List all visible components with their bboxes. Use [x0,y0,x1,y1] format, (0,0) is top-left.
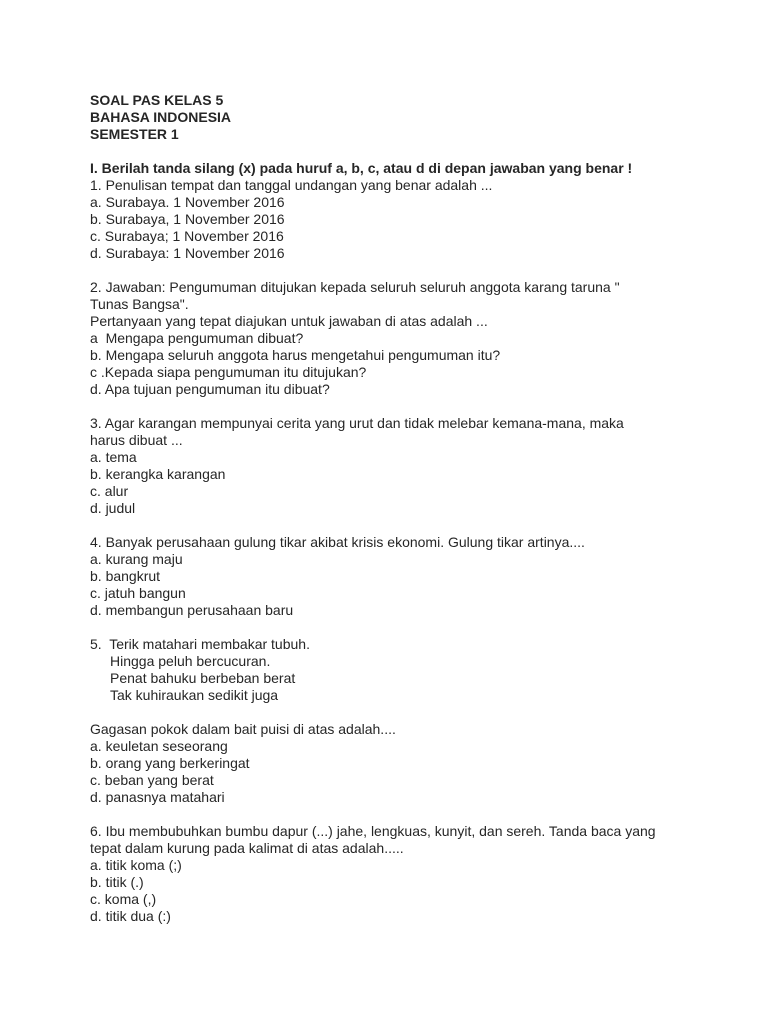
option-a: a. kurang maju [90,551,183,567]
header-subject-line: BAHASA INDONESIA [90,109,232,125]
question-text-continued: harus dibuat ... [90,432,183,448]
question-text-continued: tepat dalam kurung pada kalimat di atas adalah..... [90,840,404,856]
poem-line: Penat bahuku berbeban berat [110,670,296,686]
question-prompt: Gagasan pokok dalam bait puisi di atas adalah.... [90,721,396,737]
question-prompt: Pertanyaan yang tepat diajukan untuk jawaban di atas adalah ... [90,313,488,329]
option-b: b. bangkrut [90,568,161,584]
option-c: c .Kepada siapa pengumuman itu ditujukan? [90,364,367,380]
poem-line: Hingga peluh bercucuran. [110,653,271,669]
question-text: 1. Penulisan tempat dan tanggal undangan yang benar adalah ... [90,177,493,193]
option-a: a. Surabaya. 1 November 2016 [90,194,285,210]
option-a: a. titik koma (;) [90,857,182,873]
question-1 [90,177,730,262]
option-c: c. beban yang berat [90,772,214,788]
option-a: a Mengapa pengumuman dibuat? [90,330,304,346]
header-class-line: SOAL PAS KELAS 5 [90,92,224,108]
option-a: a. tema [90,449,137,465]
question-6 [90,823,730,925]
option-b: b. Mengapa seluruh anggota harus mengetahui pengumuman itu? [90,347,501,363]
option-d: d. membangun perusahaan baru [90,602,294,618]
question-text: 4. Banyak perusahaan gulung tikar akibat krisis ekonomi. Gulung tikar artinya.... [90,534,585,550]
question-text: 3. Agar karangan mempunyai cerita yang urut dan tidak melebar kemana-mana, maka [90,415,624,431]
option-c: c. Surabaya; 1 November 2016 [90,228,284,244]
option-b: b. orang yang berkeringat [90,755,250,771]
option-a: a. keuletan seseorang [90,738,228,754]
option-b: b. titik (.) [90,874,144,890]
question-text-continued: Tunas Bangsa". [90,296,189,312]
question-text: 2. Jawaban: Pengumuman ditujukan kepada seluruh seluruh anggota karang taruna " [90,279,620,295]
option-d: d. Apa tujuan pengumuman itu dibuat? [90,381,330,397]
question-text: 6. Ibu membubuhkan bumbu dapur (...) jahe, lengkuas, kunyit, dan sereh. Tanda baca yang [90,823,656,839]
question-2 [90,279,730,398]
option-b: b. Surabaya, 1 November 2016 [90,211,285,227]
poem-line: 5. Terik matahari membakar tubuh. [90,636,310,652]
option-d: d. Surabaya: 1 November 2016 [90,245,285,261]
question-4 [90,534,730,619]
option-c: c. koma (,) [90,891,157,907]
header-semester-line: SEMESTER 1 [90,126,179,142]
document-page [90,92,730,925]
document-header [90,92,730,143]
section-instruction: I. Berilah tanda silang (x) pada huruf a, b, c, atau d di depan jawaban yang benar ! [90,160,633,176]
option-d: d. titik dua (:) [90,908,171,924]
poem-line: Tak kuhiraukan sedikit juga [110,687,279,703]
question-5 [90,636,730,806]
option-c: c. jatuh bangun [90,585,186,601]
option-d: d. judul [90,500,136,516]
question-3 [90,415,730,517]
option-c: c. alur [90,483,129,499]
option-b: b. kerangka karangan [90,466,226,482]
option-d: d. panasnya matahari [90,789,225,805]
